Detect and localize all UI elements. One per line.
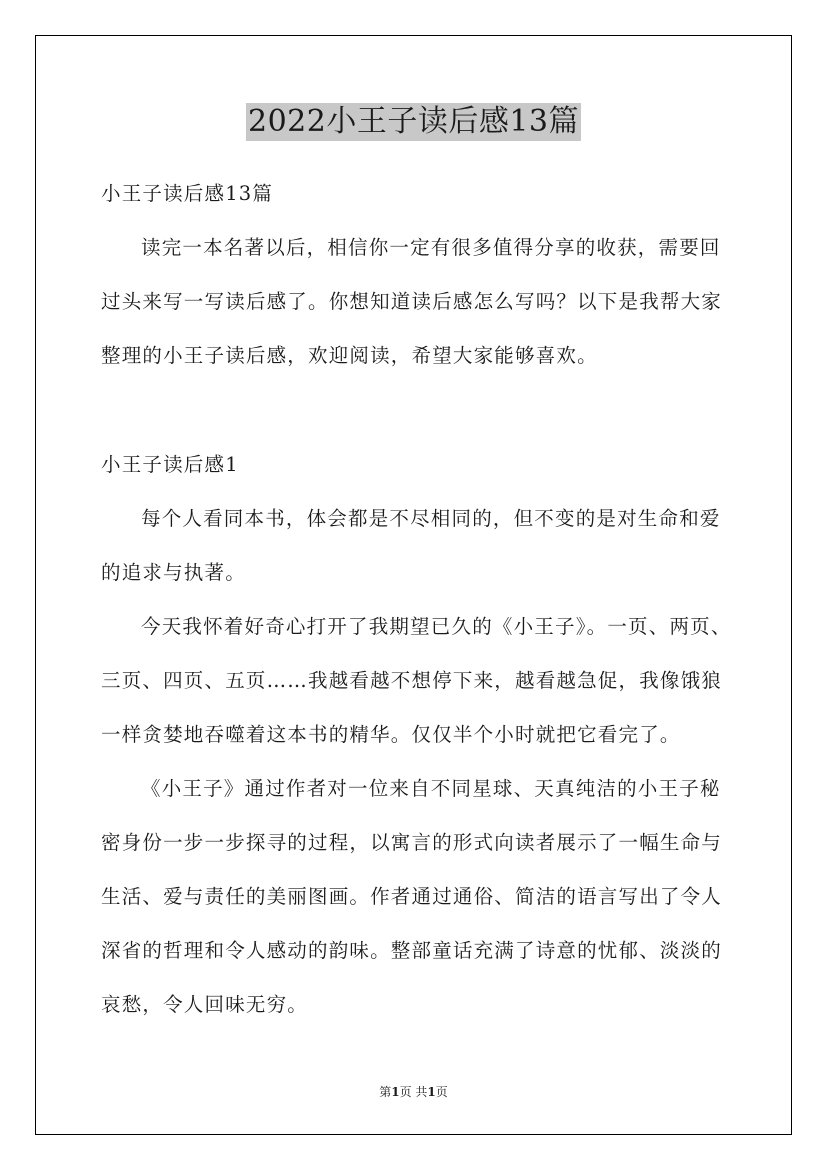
intro-line-3: 整理的小王子读后感，欢迎阅读，希望大家能够喜欢。	[101, 344, 598, 367]
section-heading: 小王子读后感1	[101, 453, 239, 476]
para1-line-1: 每个人看同本书，体会都是不尽相同的，但不变的是对生命和爱	[141, 507, 721, 530]
document-subtitle: 小王子读后感13篇	[101, 182, 274, 205]
para3-line-2: 密身份一步一步探寻的过程，以寓言的形式向读者展示了一幅生命与	[101, 831, 723, 854]
page-footer	[0, 1084, 827, 1100]
document-title: 2022小王子读后感13篇	[247, 104, 580, 139]
intro-line-2: 过头来写一写读后感了。你想知道读后感怎么写吗？以下是我帮大家	[101, 290, 723, 313]
title-wrap	[0, 103, 827, 141]
footer-mid: 页 共	[399, 1085, 428, 1099]
footer-prefix: 第	[379, 1085, 392, 1099]
para3-line-3: 生活、爱与责任的美丽图画。作者通过通俗、简洁的语言写出了令人	[101, 885, 723, 908]
para2-line-3: 一样贪婪地吞噬着这本书的精华。仅仅半个小时就把它看完了。	[101, 723, 681, 746]
para2-line-1: 今天我怀着好奇心打开了我期望已久的《小王子》。一页、两页、	[141, 615, 732, 638]
para1-line-2: 的追求与执著。	[101, 561, 246, 584]
para3-line-4: 深省的哲理和令人感动的韵味。整部童话充满了诗意的忧郁、淡淡的	[101, 939, 723, 962]
footer-current-page: 1	[391, 1085, 400, 1099]
para3-line-1: 《小王子》通过作者对一位来自不同星球、天真纯洁的小王子秘	[141, 777, 721, 800]
para3-line-5: 哀愁，令人回味无穷。	[101, 993, 309, 1016]
footer-suffix: 页	[435, 1085, 448, 1099]
para2-line-2: 三页、四页、五页……我越看越不想停下来，越看越急促，我像饿狼	[101, 669, 723, 692]
footer-total-pages: 1	[427, 1085, 436, 1099]
intro-line-1: 读完一本名著以后，相信你一定有很多值得分享的收获，需要回	[141, 236, 721, 259]
